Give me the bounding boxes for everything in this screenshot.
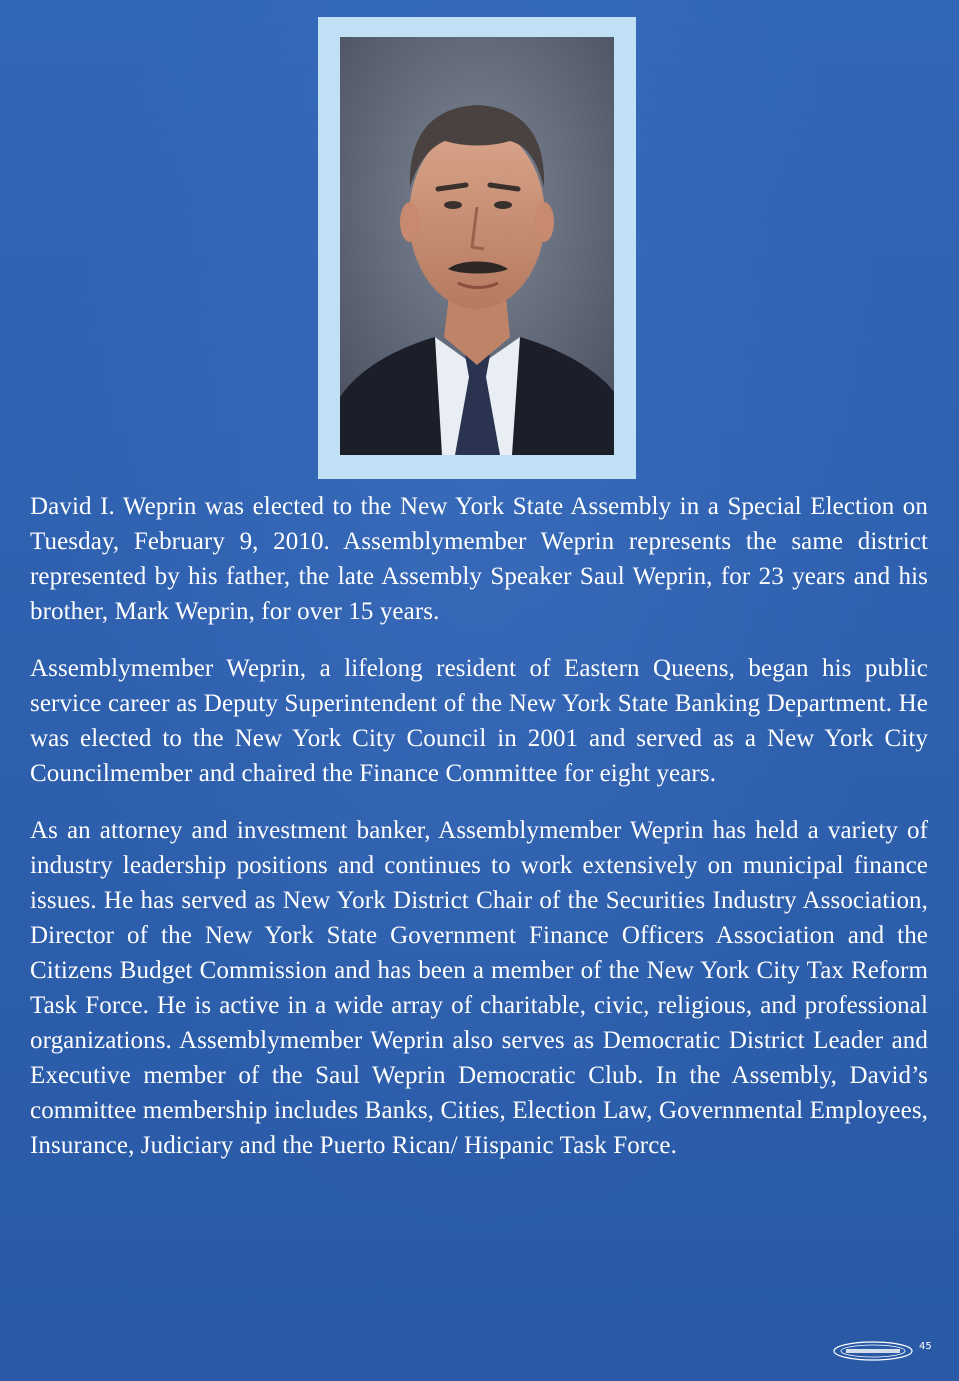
portrait-illustration bbox=[340, 37, 614, 455]
bio-paragraph-2: Assemblymember Weprin, a lifelong resident of Eastern Queens, began his public service career as Deputy Superintendent of the New York State Banking Department. He was elected to the New York City Council in 2001 and served as a New York City Councilmember and chaired the Finance Committee for eight years. bbox=[30, 655, 928, 787]
printer-seal-icon bbox=[832, 1340, 914, 1362]
bio-paragraph-3: As an attorney and investment banker, Assemblymember Weprin has held a variety of industry leadership positions and continues to work extensively on municipal finance issues. He has served as New York District Chair of the Securities Industry Association, Director of the New York State Government Finance Officers Association and the Citizens Budget Commission and has been a member of the New York City Tax Reform Task Force. He is active in a wide array of charitable, civic, religious, and professional organizations. Assemblymember Weprin also serves as Democratic District Leader and Executive member of the Saul Weprin Democratic Club. In the Assembly, David’s committee membership includes Banks, Cities, Election Law, Governmental Employees, Insurance, Judiciary and the Puerto Rican/ Hispanic Task Force. bbox=[30, 817, 928, 1159]
portrait-photo bbox=[340, 37, 614, 455]
biography-text bbox=[30, 489, 928, 1185]
page-number: 45 bbox=[919, 1341, 932, 1352]
bio-paragraph-1: David I. Weprin was elected to the New York State Assembly in a Special Election on Tuesday, February 9, 2010. Assemblymember Weprin represents the same district represented by his father, the late Assembly Speaker Saul Weprin, for 23 years and his brother, Mark Weprin, for over 15 years. bbox=[30, 493, 928, 625]
portrait-frame bbox=[318, 17, 636, 479]
